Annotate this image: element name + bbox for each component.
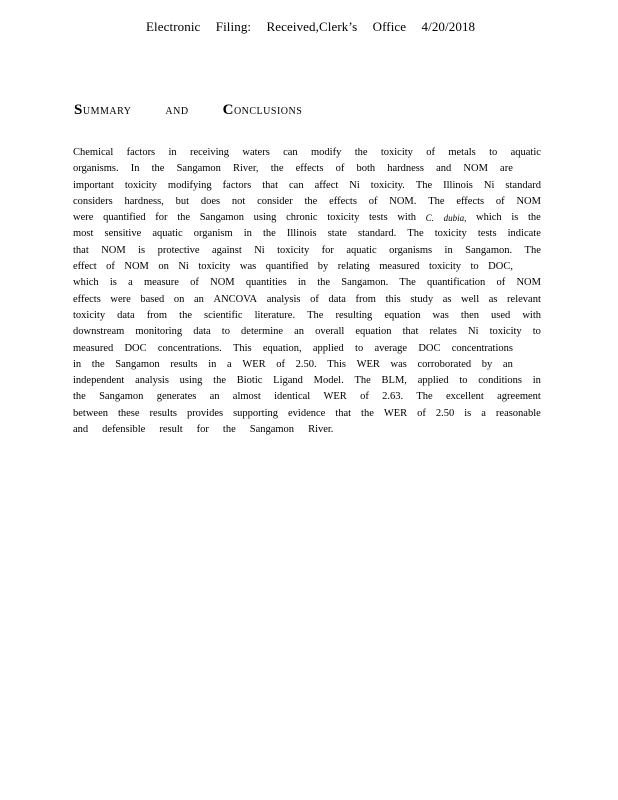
paragraph-word: the bbox=[151, 163, 165, 175]
paragraph-word: that bbox=[335, 407, 352, 419]
paragraph-word: used bbox=[491, 309, 511, 321]
paragraph-word: Ni bbox=[483, 179, 495, 191]
paragraph-word: toxicity bbox=[124, 179, 157, 191]
paragraph-word: WER bbox=[383, 407, 408, 419]
paragraph-word: effects bbox=[456, 195, 485, 207]
paragraph-word: in bbox=[532, 375, 541, 387]
paragraph-word: study bbox=[410, 293, 434, 305]
paragraph-word: considers bbox=[73, 195, 113, 207]
paragraph-word: tests bbox=[369, 212, 388, 224]
paragraph-word: Ligand bbox=[273, 375, 303, 387]
paragraph-word: to bbox=[459, 375, 468, 387]
paragraph-word: Sangamon bbox=[199, 212, 245, 224]
summary-paragraph bbox=[73, 145, 541, 438]
paragraph-word: determine bbox=[241, 326, 284, 338]
heading-word-summary: UMMARY bbox=[82, 106, 132, 117]
paragraph-line bbox=[73, 341, 513, 357]
paragraph-word: not bbox=[231, 195, 246, 207]
paragraph-word: an bbox=[209, 391, 220, 403]
paragraph-line bbox=[73, 194, 541, 210]
paragraph-word: sensitive bbox=[104, 228, 142, 240]
paragraph-word: NOM. bbox=[389, 195, 417, 207]
paragraph-word: for bbox=[196, 424, 209, 436]
paragraph-word: both bbox=[356, 163, 376, 175]
paragraph-word: data bbox=[193, 326, 211, 338]
paragraph-word: with bbox=[522, 309, 541, 321]
paragraph-word: modifying bbox=[167, 179, 212, 191]
paragraph-word: Sangamon. bbox=[341, 277, 389, 289]
paragraph-word: organisms bbox=[389, 244, 433, 256]
paragraph-word: The bbox=[428, 195, 445, 207]
paragraph-word: 2.63. bbox=[382, 391, 404, 403]
paragraph-word: corroborated bbox=[417, 358, 472, 370]
paragraph-word: measure bbox=[143, 277, 179, 289]
paragraph-word: organisms. bbox=[73, 163, 119, 175]
paragraph-word: from bbox=[146, 309, 168, 321]
filing-stamp-header: Electronic Filing: Received,Clerk’s Office 4/20/2018 bbox=[146, 19, 476, 34]
paragraph-word: was bbox=[239, 261, 257, 273]
paragraph-word: Biotic bbox=[236, 375, 263, 387]
paragraph-word: the bbox=[222, 424, 236, 436]
paragraph-word: effect bbox=[73, 261, 97, 273]
paragraph-word: independent bbox=[73, 375, 125, 387]
paragraph-word: receiving bbox=[189, 147, 230, 158]
paragraph-word: with bbox=[397, 212, 416, 224]
paragraph-word: state bbox=[327, 228, 347, 240]
paragraph-word: equation bbox=[355, 326, 392, 338]
paragraph-word: effects bbox=[295, 163, 324, 175]
paragraph-word: modify bbox=[311, 147, 342, 158]
paragraph-word: that bbox=[402, 326, 419, 338]
heading-word-conclusions: ONCLUSIONS bbox=[233, 106, 303, 117]
paragraph-word: important bbox=[73, 179, 114, 191]
paragraph-word: WER bbox=[356, 358, 380, 370]
paragraph-word: as bbox=[442, 293, 452, 305]
paragraph-word: This bbox=[232, 342, 252, 354]
paragraph-line bbox=[73, 259, 513, 275]
paragraph-line bbox=[73, 292, 541, 308]
paragraph-word: concentrations bbox=[451, 342, 513, 354]
paragraph-line bbox=[73, 389, 541, 405]
paragraph-word: of bbox=[368, 195, 378, 207]
paragraph-word: that bbox=[262, 179, 278, 191]
paragraph-word: The bbox=[399, 277, 416, 289]
paragraph-word: well bbox=[461, 293, 480, 305]
paragraph-word: the bbox=[91, 358, 105, 370]
paragraph-word: aquatic bbox=[346, 244, 377, 256]
paragraph-word: measured bbox=[379, 261, 420, 273]
paragraph-line bbox=[73, 422, 541, 438]
paragraph-word: the bbox=[213, 375, 226, 387]
paragraph-word: based bbox=[140, 293, 165, 305]
paragraph-word: result bbox=[159, 424, 183, 436]
paragraph-word: Illinois bbox=[286, 228, 317, 240]
paragraph-word: aquatic bbox=[152, 228, 183, 240]
paragraph-word: to bbox=[221, 326, 230, 338]
paragraph-word: to bbox=[355, 342, 364, 354]
paragraph-word: of bbox=[426, 147, 436, 158]
paragraph-word: by bbox=[481, 358, 493, 370]
paragraph-word: analysis bbox=[266, 293, 301, 305]
paragraph-word: average bbox=[374, 342, 408, 354]
paragraph-word: BLM, bbox=[381, 375, 407, 387]
paragraph-word: NOM bbox=[210, 277, 235, 289]
paragraph-word: effects bbox=[73, 293, 101, 305]
paragraph-line bbox=[73, 406, 541, 422]
paragraph-word: toxicity. bbox=[370, 179, 405, 191]
paragraph-word: of bbox=[276, 358, 286, 370]
paragraph-word: relating bbox=[337, 261, 370, 273]
paragraph-word: in bbox=[208, 358, 217, 370]
paragraph-word: toxicity bbox=[380, 147, 413, 158]
paragraph-word: from bbox=[355, 293, 376, 305]
paragraph-word: in bbox=[243, 228, 252, 240]
paragraph-word: factors bbox=[126, 147, 156, 158]
paragraph-word: quantification bbox=[426, 277, 486, 289]
paragraph-word: were bbox=[73, 212, 94, 224]
paragraph-word: by bbox=[317, 261, 329, 273]
paragraph-word: quantities bbox=[245, 277, 287, 289]
section-heading bbox=[74, 102, 302, 119]
paragraph-word: the bbox=[179, 309, 192, 321]
paragraph-word: Ni bbox=[467, 326, 479, 338]
paragraph-line bbox=[73, 357, 513, 373]
paragraph-word: equation bbox=[384, 309, 421, 321]
paragraph-word: toxicity bbox=[198, 261, 231, 273]
paragraph-word: an bbox=[294, 326, 305, 338]
paragraph-word: Sangamon. bbox=[465, 244, 513, 256]
paragraph-word: hardness, bbox=[124, 195, 164, 207]
paragraph-word: generates bbox=[156, 391, 197, 403]
paragraph-word: and bbox=[73, 424, 89, 436]
paragraph-word: in bbox=[73, 358, 82, 370]
paragraph-line bbox=[73, 324, 541, 340]
paragraph-word: equation, bbox=[262, 342, 302, 354]
paragraph-word: WER bbox=[242, 358, 266, 370]
paragraph-word: a bbox=[128, 277, 133, 289]
paragraph-word: of bbox=[417, 407, 426, 419]
paragraph-word: but bbox=[175, 195, 190, 207]
paragraph-word: Chemical bbox=[73, 147, 114, 158]
paragraph-word: Ni bbox=[178, 261, 189, 273]
paragraph-word: affect bbox=[314, 179, 339, 191]
paragraph-word: indicate bbox=[507, 228, 541, 240]
paragraph-word: applied bbox=[312, 342, 344, 354]
paragraph-word: toxicity bbox=[327, 212, 360, 224]
heading-initial-c: C bbox=[222, 102, 234, 118]
paragraph-word: an bbox=[502, 358, 513, 370]
paragraph-word: NOM bbox=[516, 195, 541, 207]
paragraph-word: NOM bbox=[101, 244, 126, 256]
paragraph-word: is bbox=[464, 407, 472, 419]
paragraph-word: The bbox=[407, 228, 424, 240]
paragraph-word: quantified bbox=[103, 212, 146, 224]
paragraph-word: of bbox=[190, 277, 199, 289]
paragraph-word: is bbox=[511, 212, 519, 224]
paragraph-word: applied bbox=[417, 375, 449, 387]
paragraph-word: in bbox=[297, 277, 307, 289]
paragraph-word: standard bbox=[505, 179, 541, 191]
paragraph-word: NOM bbox=[516, 277, 541, 289]
paragraph-word: is bbox=[138, 244, 146, 256]
paragraph-word: to bbox=[470, 261, 479, 273]
paragraph-word: 2.50 bbox=[435, 407, 455, 419]
paragraph-word: is bbox=[109, 277, 117, 289]
paragraph-word: of bbox=[496, 277, 506, 289]
paragraph-word: was bbox=[390, 358, 407, 370]
paragraph-word: can bbox=[283, 147, 298, 158]
paragraph-word: was bbox=[432, 309, 449, 321]
paragraph-line bbox=[73, 243, 541, 259]
paragraph-word: River, bbox=[233, 163, 259, 175]
paragraph-word: for bbox=[155, 212, 168, 224]
paragraph-word: protective bbox=[157, 244, 200, 256]
paragraph-word: The bbox=[415, 179, 433, 191]
paragraph-word: metals bbox=[448, 147, 476, 158]
paragraph-word: conditions bbox=[478, 375, 523, 387]
paragraph-word: reasonable bbox=[495, 407, 541, 419]
paragraph-word: between bbox=[73, 407, 108, 419]
paragraph-word: ANCOVA bbox=[213, 293, 258, 305]
paragraph-word: Sangamon bbox=[115, 358, 160, 370]
paragraph-word: The bbox=[307, 309, 324, 321]
paragraph-word: Sangamon bbox=[249, 424, 295, 436]
paragraph-line bbox=[73, 161, 513, 177]
paragraph-line bbox=[73, 226, 541, 242]
heading-initial-s: S bbox=[74, 102, 83, 118]
paragraph-word: consider bbox=[257, 195, 293, 207]
paragraph-word: agreement bbox=[497, 391, 541, 403]
paragraph-word: The bbox=[416, 391, 433, 403]
paragraph-word: which bbox=[476, 212, 502, 224]
paragraph-word: can bbox=[289, 179, 304, 191]
paragraph-word: monitoring bbox=[135, 326, 183, 338]
paragraph-word: using bbox=[179, 375, 203, 387]
paragraph-word: this bbox=[385, 293, 401, 305]
paragraph-word: C. bbox=[425, 213, 434, 224]
paragraph-word: Model. bbox=[313, 375, 344, 387]
paragraph-word: waters bbox=[242, 147, 270, 158]
paragraph-word: the bbox=[361, 407, 374, 419]
paragraph-word: 2.50. bbox=[295, 358, 317, 370]
paragraph-word: Ni bbox=[349, 179, 360, 191]
paragraph-word: results bbox=[149, 407, 177, 419]
paragraph-word: literature. bbox=[254, 309, 296, 321]
paragraph-word: the bbox=[354, 147, 368, 158]
paragraph-word: quantified bbox=[265, 261, 309, 273]
paragraph-word: on bbox=[158, 261, 169, 273]
paragraph-line bbox=[73, 178, 541, 194]
paragraph-word: of bbox=[335, 163, 345, 175]
paragraph-word: relevant bbox=[507, 293, 541, 305]
paragraph-word: the bbox=[177, 212, 191, 224]
paragraph-word: these bbox=[117, 407, 140, 419]
paragraph-word: dubia, bbox=[443, 213, 467, 224]
paragraph-word: almost bbox=[232, 391, 261, 403]
paragraph-word: relates bbox=[429, 326, 457, 338]
paragraph-word: defensible bbox=[102, 424, 146, 436]
paragraph-word: overall bbox=[315, 326, 345, 338]
paragraph-word: DOC bbox=[124, 342, 147, 354]
paragraph-word: an bbox=[194, 293, 204, 305]
paragraph-word: which bbox=[73, 277, 99, 289]
paragraph-word: of bbox=[495, 195, 505, 207]
paragraph-word: identical bbox=[274, 391, 311, 403]
paragraph-word: to bbox=[489, 147, 498, 158]
paragraph-word: using bbox=[253, 212, 277, 224]
paragraph-word: and bbox=[436, 163, 452, 175]
paragraph-word: resulting bbox=[335, 309, 373, 321]
paragraph-word: effects bbox=[329, 195, 357, 207]
paragraph-word: concentrations. bbox=[157, 342, 222, 354]
paragraph-word: Ni bbox=[254, 244, 265, 256]
paragraph-word: River. bbox=[308, 424, 334, 436]
paragraph-word: in bbox=[444, 244, 453, 256]
paragraph-word: DOC, bbox=[488, 261, 513, 273]
paragraph-word: toxicity bbox=[277, 244, 310, 256]
paragraph-line bbox=[73, 210, 541, 226]
paragraph-word: in bbox=[168, 147, 177, 158]
paragraph-word: aquatic bbox=[510, 147, 541, 158]
paragraph-word: toxicity bbox=[434, 228, 467, 240]
paragraph-line bbox=[73, 308, 541, 324]
paragraph-word: provides bbox=[186, 407, 224, 419]
paragraph-word: the bbox=[528, 212, 541, 224]
paragraph-word: Illinois bbox=[443, 179, 473, 191]
paragraph-word: that bbox=[73, 244, 89, 256]
paragraph-word: DOC bbox=[418, 342, 441, 354]
paragraph-word: WER bbox=[323, 391, 347, 403]
paragraph-word: factors bbox=[222, 179, 252, 191]
paragraph-word: In bbox=[130, 163, 140, 175]
paragraph-word: organism bbox=[193, 228, 233, 240]
paragraph-word: most bbox=[73, 228, 94, 240]
paragraph-word: are bbox=[500, 163, 513, 175]
paragraph-word: the bbox=[73, 391, 86, 403]
paragraph-word: of bbox=[106, 261, 115, 273]
paragraph-word: Sangamon bbox=[99, 391, 144, 403]
paragraph-word: results bbox=[170, 358, 198, 370]
paragraph-word: supporting bbox=[233, 407, 279, 419]
paragraph-word: the bbox=[317, 277, 331, 289]
paragraph-word: to bbox=[532, 326, 541, 338]
paragraph-word: analysis bbox=[135, 375, 169, 387]
paragraph-word: the bbox=[304, 195, 318, 207]
paragraph-word: The bbox=[354, 375, 371, 387]
paragraph-word: NOM bbox=[463, 163, 488, 175]
paragraph-line bbox=[73, 373, 541, 389]
paragraph-word: toxicity bbox=[489, 326, 522, 338]
paragraph-word: tests bbox=[477, 228, 497, 240]
paragraph-word: This bbox=[327, 358, 346, 370]
paragraph-word: scientific bbox=[204, 309, 243, 321]
paragraph-word: of bbox=[310, 293, 319, 305]
paragraph-word: chronic bbox=[286, 212, 318, 224]
paragraph-word: downstream bbox=[73, 326, 125, 338]
paragraph-word: NOM bbox=[124, 261, 149, 273]
paragraph-word: Sangamon bbox=[176, 163, 221, 175]
paragraph-word: excellent bbox=[445, 391, 484, 403]
paragraph-word: against bbox=[212, 244, 242, 256]
paragraph-word: were bbox=[110, 293, 131, 305]
paragraph-word: standard. bbox=[358, 228, 397, 240]
paragraph-word: the bbox=[270, 163, 284, 175]
paragraph-word: measured bbox=[73, 342, 114, 354]
paragraph-word: The bbox=[524, 244, 541, 256]
paragraph-word: evidence bbox=[288, 407, 326, 419]
paragraph-word: on bbox=[173, 293, 185, 305]
paragraph-word: data bbox=[117, 309, 135, 321]
paragraph-line bbox=[73, 145, 541, 161]
paragraph-word: the bbox=[262, 228, 276, 240]
paragraph-word: does bbox=[200, 195, 221, 207]
paragraph-word: toxicity bbox=[73, 309, 106, 321]
paragraph-line bbox=[73, 275, 541, 291]
paragraph-word: as bbox=[488, 293, 498, 305]
paragraph-word: a bbox=[481, 407, 486, 419]
heading-word-and: AND bbox=[165, 106, 189, 117]
paragraph-word: data bbox=[328, 293, 346, 305]
paragraph-word: then bbox=[460, 309, 479, 321]
paragraph-word: toxicity bbox=[428, 261, 462, 273]
paragraph-word: of bbox=[360, 391, 369, 403]
paragraph-word: hardness bbox=[387, 163, 424, 175]
paragraph-word: a bbox=[227, 358, 232, 370]
paragraph-word: for bbox=[321, 244, 334, 256]
